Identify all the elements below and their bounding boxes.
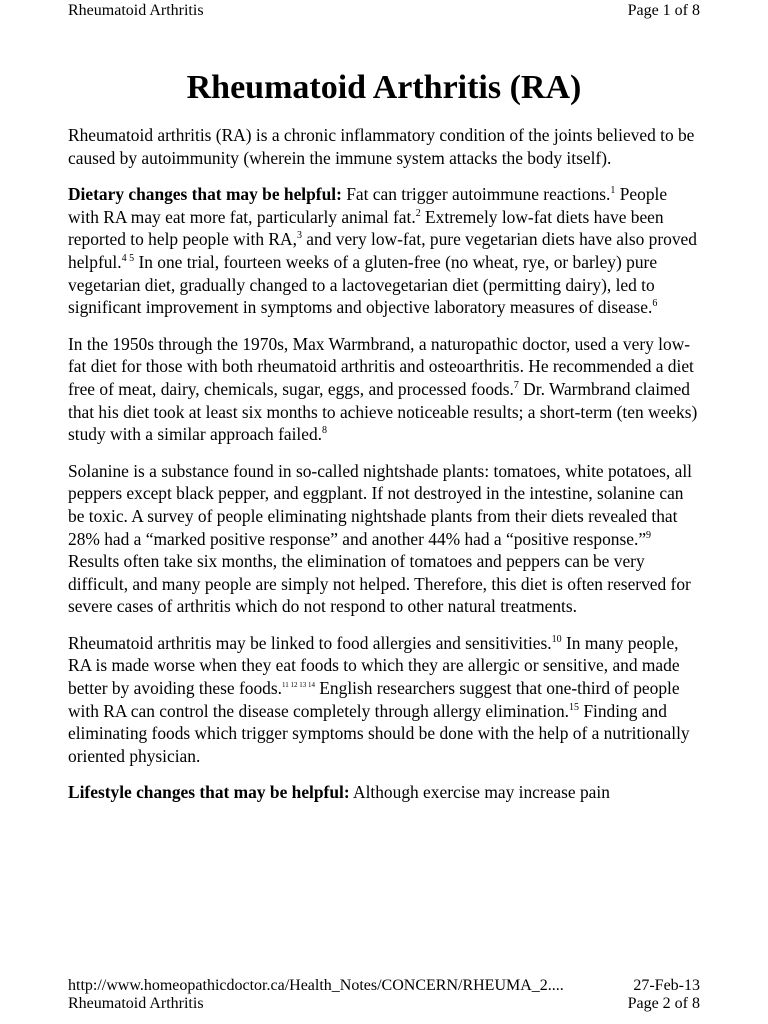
next-page-header-title: Rheumatoid Arthritis [68,995,204,1012]
intro-paragraph: Rheumatoid arthritis (RA) is a chronic inflammatory condition of the joints believed to be caused by autoimmunity (wherein the immune system attacks the body itself). [68,125,695,168]
running-header-title: Rheumatoid Arthritis [68,2,204,19]
footnote-ref: 2 [415,207,421,219]
lifestyle-paragraph: Lifestyle changes that may be helpful: Although exercise may increase pain [68,782,610,803]
footer-date: 27-Feb-13 [633,977,700,994]
footnote-ref: 10 [551,634,562,646]
page-number: Page 1 of 8 [627,2,700,19]
footnote-ref: 11 12 13 14 [281,681,315,690]
next-page-number: Page 2 of 8 [627,995,700,1012]
footnote-ref: 3 [296,230,302,242]
footnote-ref: 9 [646,529,652,541]
dietary-paragraph-3: Solanine is a substance found in so-called nightshade plants: tomatoes, white potatoes, all peppers except black pepper, and eggplant. If not destroyed in the intestine, solanine can be toxic. A survey of people eliminating nightshade plants from their diets revealed that 28% had a “marked positive response” and another 44% had a “positive response.”$^9$ Results often take six months, the elimination of tomatoes and peppers can be very difficult, and many people are simply not helped. Therefore, this diet is often reserved for severe cases of arthritis which do not respond to other natural treatments. [68,460,692,617]
footnote-ref: 7 [513,380,519,392]
footnote-ref: 1 [610,185,616,197]
dietary-paragraph-1: Dietary changes that may be helpful: Fat can trigger autoimmune reactions.$^1$ People with RA may eat more fat, particularly animal fat.$^2$ Extremely low-fat diets have been reported to help people with RA,$^3$ and very low-fat, pure vegetarian diets have also proved helpful.$^{4 5}$ In one trial, fourteen weeks of a gluten-free (no wheat, rye, or barley) pure vegetarian diet, gradually changed to a lactovegetarian diet (permitting dairy), led to significant improvement in symptoms and objective laboratory measures of disease.$^6$ [68,184,697,318]
footnote-ref: 8 [322,425,328,437]
footnote-ref: 4 5 [121,253,135,265]
dietary-heading: Dietary changes that may be helpful: [68,184,342,205]
footnote-ref: 15 [569,701,579,713]
document-body [68,124,700,818]
dietary-paragraph-4: Rheumatoid arthritis may be linked to food allergies and sensitivities.$^{10}$ In many people, RA is made worse when they eat foods to which they are allergic or sensitive, and made better by avoiding these foods.$^{11 12 13 14}$ English researchers suggest that one-third of people with RA can control the disease completely through allergy elimination.$^{15}$ Finding and eliminating foods which trigger symptoms should be done with the help of a nutritionally oriented physician. [68,632,690,766]
footnote-ref: 6 [652,298,658,310]
dietary-paragraph-2: In the 1950s through the 1970s, Max Warmbrand, a naturopathic doctor, used a very low-fat diet for those with both rheumatoid arthritis and osteoarthritis. He recommended a diet free of meat, dairy, chemicals, sugar, eggs, and processed foods.$^7$ Dr. Warmbrand claimed that his diet took at least six months to achieve noticeable results; a short-term (ten weeks) study with a similar approach failed.$^8$ [68,333,698,445]
footer-url[interactable]: http://www.homeopathicdoctor.ca/Health_Notes/CONCERN/RHEUMA_2.... [68,977,564,994]
lifestyle-heading: Lifestyle changes that may be helpful: [68,782,350,803]
document-title: Rheumatoid Arthritis (RA) [186,69,582,106]
